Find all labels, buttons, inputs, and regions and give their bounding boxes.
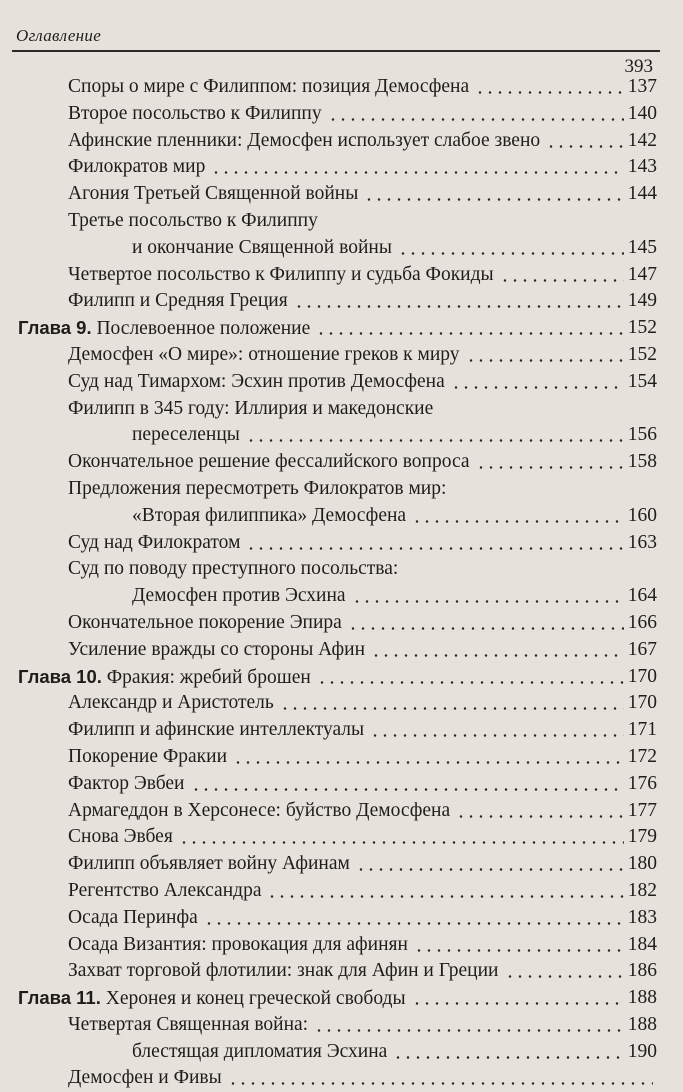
toc-entry bbox=[0, 690, 683, 717]
toc-entry-title: Афинские пленники: Демосфен использует слабое звено bbox=[68, 129, 541, 151]
chapter-label: Глава 11. bbox=[18, 987, 101, 1009]
dot-leader bbox=[246, 439, 624, 442]
toc-entry bbox=[0, 101, 683, 128]
toc-entry-title: Филипп и Средняя Греция bbox=[68, 290, 288, 312]
dot-leader bbox=[233, 761, 624, 764]
toc-entry-title: Второе посольство к Филиппу bbox=[68, 102, 322, 124]
dot-leader bbox=[246, 547, 624, 550]
toc-page-number: 180 bbox=[627, 853, 657, 875]
toc-entry-title: Армагеддон в Херсонесе: буйство Демосфена bbox=[68, 799, 451, 821]
dot-leader bbox=[546, 145, 624, 148]
toc-entry bbox=[0, 798, 683, 825]
toc-entry bbox=[0, 503, 683, 530]
toc-entry-title: Третье посольство к Филиппу bbox=[68, 209, 318, 231]
dot-leader bbox=[204, 922, 624, 925]
toc-entry bbox=[0, 878, 683, 905]
toc-entry bbox=[0, 610, 683, 637]
dot-leader bbox=[314, 1029, 624, 1032]
toc-entry-title: блестящая дипломатия Эсхина bbox=[132, 1040, 388, 1062]
toc-chapter-entry bbox=[0, 664, 683, 691]
toc-entry bbox=[0, 396, 683, 423]
toc-entry bbox=[0, 369, 683, 396]
toc-entry bbox=[0, 958, 683, 985]
toc-page-number: 149 bbox=[627, 290, 657, 312]
dot-leader bbox=[317, 681, 624, 684]
toc-entry-title bbox=[18, 985, 406, 1012]
dot-leader bbox=[179, 841, 624, 844]
toc-entry-title: Окончательное покорение Эпира bbox=[68, 611, 342, 633]
toc-chapter-entry bbox=[0, 315, 683, 342]
toc-entry bbox=[0, 744, 683, 771]
page-number: 393 bbox=[624, 56, 653, 77]
toc-entry-title: Предложения пересмотреть Филократов мир: bbox=[68, 477, 447, 499]
toc-entry-title: Филократов мир bbox=[68, 156, 206, 178]
toc-entry-title: Усиление вражды со стороны Афин bbox=[68, 638, 366, 660]
toc-page-number: 140 bbox=[627, 102, 657, 124]
toc-entry-title: Демосфен и Фивы bbox=[68, 1067, 222, 1089]
toc-entry bbox=[0, 154, 683, 181]
toc-page-number: 167 bbox=[627, 638, 657, 660]
toc-entry bbox=[0, 771, 683, 798]
toc-entry-title bbox=[18, 664, 311, 691]
toc-page-number: 177 bbox=[627, 799, 657, 821]
toc-page-number: 176 bbox=[627, 772, 657, 794]
toc-page-number: 188 bbox=[627, 1013, 657, 1035]
toc-entry bbox=[0, 1012, 683, 1039]
toc-entry bbox=[0, 422, 683, 449]
chapter-title: Послевоенное положение bbox=[96, 318, 311, 340]
toc-entry bbox=[0, 556, 683, 583]
toc-entry-title: Фактор Эвбеи bbox=[68, 772, 185, 794]
toc-entry-title: Окончательное решение фессалийского вопроса bbox=[68, 451, 470, 473]
toc-page-number: 163 bbox=[627, 531, 657, 553]
dot-leader bbox=[451, 386, 624, 389]
toc-entry-title: Осада Перинфа bbox=[68, 906, 198, 928]
toc-entry-title: Осада Византия: провокация для афинян bbox=[68, 933, 408, 955]
toc-entry-title: Споры о мире с Филиппом: позиция Демосфена bbox=[68, 76, 470, 97]
dot-leader bbox=[348, 627, 624, 630]
toc-entry bbox=[0, 208, 683, 235]
toc-entry bbox=[0, 932, 683, 959]
toc-entry-title: Филипп объявляет войну Афинам bbox=[68, 853, 350, 875]
toc-entry bbox=[0, 74, 683, 101]
toc-page-number: 144 bbox=[627, 183, 657, 205]
toc-entry bbox=[0, 637, 683, 664]
toc-entry-title: и окончание Священной войны bbox=[132, 236, 392, 258]
dot-leader bbox=[476, 466, 624, 469]
toc-page-number: 145 bbox=[627, 236, 657, 258]
dot-leader bbox=[280, 707, 624, 710]
dot-leader bbox=[294, 305, 624, 308]
toc-entry-title bbox=[18, 315, 310, 342]
section-title: Оглавление bbox=[16, 26, 102, 45]
dot-leader bbox=[456, 815, 624, 818]
toc-page-number: 186 bbox=[627, 960, 657, 982]
toc-page-number: 152 bbox=[627, 317, 657, 339]
toc-entry-title: Покорение Фракии bbox=[68, 745, 228, 767]
toc-entry bbox=[0, 449, 683, 476]
toc-entry-title: Суд над Тимархом: Эсхин против Демосфена bbox=[68, 370, 445, 392]
toc-entry bbox=[0, 851, 683, 878]
toc-entry-title: Агония Третьей Священной войны bbox=[68, 183, 359, 205]
toc-entry-title: переселенцы bbox=[132, 424, 240, 446]
dot-leader bbox=[412, 520, 624, 523]
toc-entry-title: Захват торговой флотилии: знак для Афин и Греции bbox=[68, 960, 499, 982]
dot-leader bbox=[364, 198, 624, 201]
toc-entry bbox=[0, 288, 683, 315]
toc-page-number: 156 bbox=[627, 424, 657, 446]
page-header bbox=[0, 0, 683, 80]
toc-entry bbox=[0, 181, 683, 208]
toc-entry bbox=[0, 262, 683, 289]
toc-page-number: 184 bbox=[627, 933, 657, 955]
header-rule bbox=[12, 50, 660, 52]
toc-entry bbox=[0, 235, 683, 262]
toc-page-number: 158 bbox=[627, 451, 657, 473]
toc-page-number: 154 bbox=[627, 370, 657, 392]
toc-entry bbox=[0, 476, 683, 503]
dot-leader bbox=[505, 975, 624, 978]
toc-entry-title: Филипп в 345 году: Иллирия и македонские bbox=[68, 397, 434, 419]
dot-leader bbox=[370, 734, 624, 737]
toc-page-number: 172 bbox=[627, 745, 657, 767]
dot-leader bbox=[267, 895, 624, 898]
toc-page-number: 147 bbox=[627, 263, 657, 285]
toc-entry-title: «Вторая филиппика» Демосфена bbox=[132, 504, 407, 526]
dot-leader bbox=[398, 252, 624, 255]
toc-entry bbox=[0, 530, 683, 557]
toc-entry-title: Суд над Филократом bbox=[68, 531, 241, 553]
toc-page-number: 152 bbox=[627, 343, 657, 365]
toc-entry-title: Суд по поводу преступного посольства: bbox=[68, 558, 399, 580]
toc-page-number: 170 bbox=[627, 665, 657, 687]
toc-entry-title: Регентство Александра bbox=[68, 879, 262, 901]
toc-page-number: 137 bbox=[627, 76, 657, 97]
toc-chapter-entry bbox=[0, 985, 683, 1012]
toc-entry-title: Снова Эвбея bbox=[68, 826, 173, 848]
toc-page-number: 182 bbox=[627, 879, 657, 901]
toc-entry bbox=[0, 905, 683, 932]
toc-entry-title: Александр и Аристотель bbox=[68, 692, 274, 714]
toc-entry bbox=[0, 128, 683, 155]
toc-page-number: 164 bbox=[627, 585, 657, 607]
toc-entry-title: Демосфен против Эсхина bbox=[132, 585, 346, 607]
dot-leader bbox=[412, 1002, 624, 1005]
dot-leader bbox=[191, 788, 624, 791]
toc-page-number: 183 bbox=[627, 906, 657, 928]
dot-leader bbox=[371, 654, 624, 657]
toc-page-number: 170 bbox=[627, 692, 657, 714]
toc-entry bbox=[0, 717, 683, 744]
toc-entry bbox=[0, 583, 683, 610]
toc-page-number: 190 bbox=[627, 1040, 657, 1062]
toc-page-number: 143 bbox=[627, 156, 657, 178]
dot-leader bbox=[352, 600, 624, 603]
toc-entry bbox=[0, 1065, 683, 1092]
chapter-title: Фракия: жребий брошен bbox=[106, 666, 311, 688]
dot-leader bbox=[228, 1082, 653, 1085]
dot-leader bbox=[393, 1056, 624, 1059]
dot-leader bbox=[466, 359, 624, 362]
dot-leader bbox=[328, 118, 624, 121]
toc-entry-title: Четвертая Священная война: bbox=[68, 1013, 309, 1035]
dot-leader bbox=[356, 868, 624, 871]
dot-leader bbox=[475, 91, 624, 94]
chapter-title: Херонея и конец греческой свободы bbox=[105, 988, 406, 1010]
toc-page-number: 142 bbox=[627, 129, 657, 151]
table-of-contents bbox=[0, 74, 683, 1092]
toc-entry bbox=[0, 824, 683, 851]
toc-page-number: 179 bbox=[627, 826, 657, 848]
dot-leader bbox=[211, 171, 624, 174]
chapter-label: Глава 10. bbox=[18, 665, 102, 687]
chapter-label: Глава 9. bbox=[18, 317, 92, 339]
dot-leader bbox=[414, 949, 624, 952]
toc-page-number: 171 bbox=[627, 719, 657, 741]
toc-entry bbox=[0, 1039, 683, 1066]
dot-leader bbox=[316, 332, 624, 335]
toc-page-number: 160 bbox=[627, 504, 657, 526]
toc-entry-title: Демосфен «О мире»: отношение греков к миру bbox=[68, 343, 460, 365]
toc-entry bbox=[0, 342, 683, 369]
toc-page-number: 166 bbox=[627, 611, 657, 633]
toc-page-number: 188 bbox=[627, 987, 657, 1009]
toc-entry-title: Филипп и афинские интеллектуалы bbox=[68, 719, 365, 741]
dot-leader bbox=[500, 279, 624, 282]
toc-entry-title: Четвертое посольство к Филиппу и судьба Фокиды bbox=[68, 263, 494, 285]
